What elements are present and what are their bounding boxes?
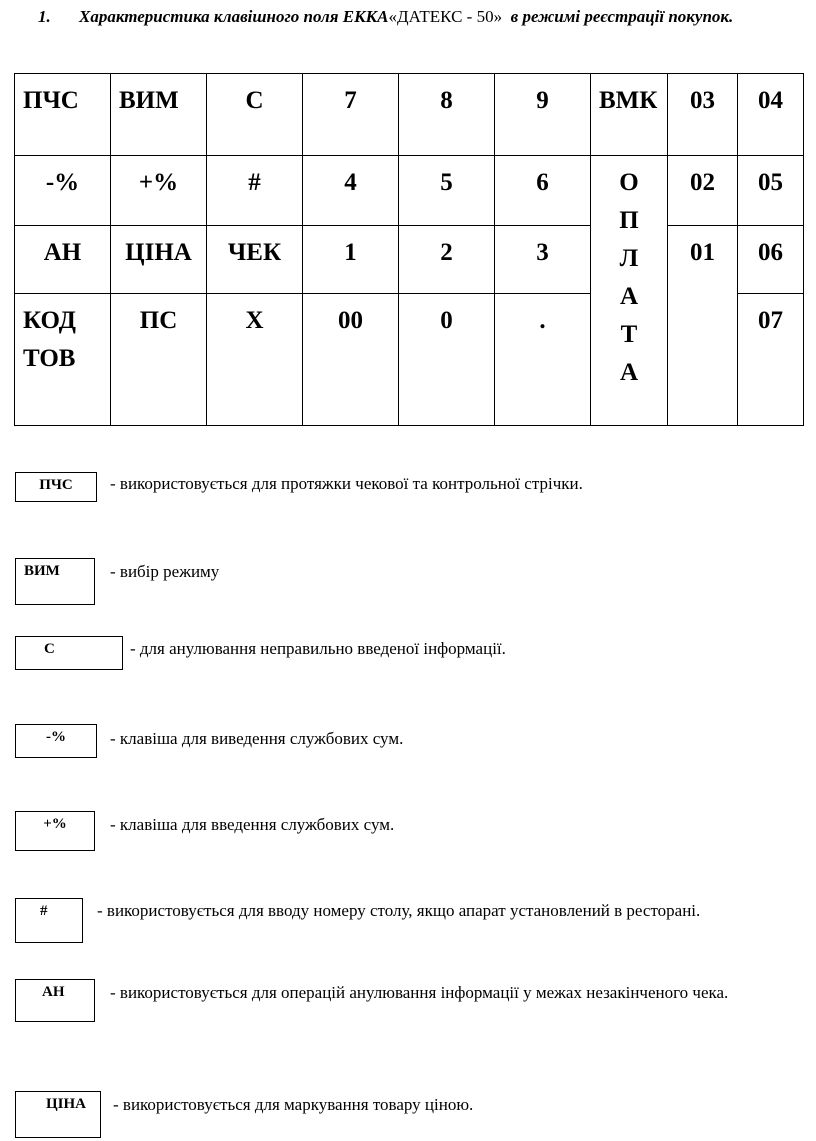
key-04: 04 <box>738 74 804 156</box>
key-minus-percent: -% <box>15 156 111 226</box>
legend-desc-an: - використовується для операцій анулювання інформації у межах незакінченого чека. <box>110 983 729 1002</box>
legend-key-tsina: ЦІНА <box>15 1091 101 1138</box>
section-heading <box>38 4 798 30</box>
key-an: АН <box>15 226 111 294</box>
key-oplata <box>591 156 668 426</box>
oplata-letter-3: Л <box>619 245 639 272</box>
legend-key-c: С <box>15 636 123 670</box>
key-vym: ВИМ <box>111 74 207 156</box>
key-01: 01 <box>668 226 738 426</box>
oplata-letter-1: О <box>619 169 639 196</box>
key-3: 3 <box>495 226 591 294</box>
legend-key-an: АН <box>15 979 95 1022</box>
legend-desc-minus-percent: - клавіша для виведення службових сум. <box>110 729 404 748</box>
key-00: 00 <box>303 294 399 426</box>
legend-key-hash: # <box>15 898 83 943</box>
legend-desc-plus-percent: - клавіша для введення службових сум. <box>110 815 395 834</box>
key-05: 05 <box>738 156 804 226</box>
key-hash: # <box>207 156 303 226</box>
key-7: 7 <box>303 74 399 156</box>
heading-part-1: Характеристика клавішного поля ЕККА <box>79 7 389 26</box>
heading-number: 1. <box>38 7 51 26</box>
legend-desc-tsina: - використовується для маркування товару ціною. <box>113 1095 474 1114</box>
key-0: 0 <box>399 294 495 426</box>
key-ps: ПС <box>111 294 207 426</box>
legend-desc-pchs: - використовується для протяжки чекової та контрольної стрічки. <box>110 474 583 493</box>
key-1: 1 <box>303 226 399 294</box>
key-dot: . <box>495 294 591 426</box>
key-02: 02 <box>668 156 738 226</box>
key-07: 07 <box>738 294 804 426</box>
key-5: 5 <box>399 156 495 226</box>
oplata-letter-5: Т <box>620 321 638 348</box>
key-03: 03 <box>668 74 738 156</box>
heading-part-3: в режимі реєстрації покупок. <box>510 7 734 26</box>
keyboard-layout-table <box>14 73 804 426</box>
key-plus-percent: +% <box>111 156 207 226</box>
legend-key-plus-percent: +% <box>15 811 95 851</box>
key-2: 2 <box>399 226 495 294</box>
key-kod-tov: КОД ТОВ <box>15 294 111 426</box>
key-8: 8 <box>399 74 495 156</box>
heading-part-2: «ДАТЕКС - 50» <box>388 7 503 26</box>
legend-desc-c: - для анулювання неправильно введеної інформації. <box>130 639 506 658</box>
legend-key-vym: ВИМ <box>15 558 95 605</box>
legend-key-minus-percent: -% <box>15 724 97 758</box>
key-vmk: ВМК <box>591 74 668 156</box>
key-c: С <box>207 74 303 156</box>
key-6: 6 <box>495 156 591 226</box>
key-x: Х <box>207 294 303 426</box>
key-pchs: ПЧС <box>15 74 111 156</box>
legend-desc-vym: - вибір режиму <box>110 562 220 581</box>
oplata-letter-2: П <box>619 207 639 234</box>
key-tsina: ЦІНА <box>111 226 207 294</box>
key-06: 06 <box>738 226 804 294</box>
oplata-letter-6: А <box>619 359 639 386</box>
legend-desc-hash: - використовується для вводу номеру столу, якщо апарат установлений в ресторані. <box>97 901 701 920</box>
legend-key-pchs: ПЧС <box>15 472 97 502</box>
key-4: 4 <box>303 156 399 226</box>
key-9: 9 <box>495 74 591 156</box>
oplata-letter-4: А <box>619 283 639 310</box>
key-chek: ЧЕК <box>207 226 303 294</box>
